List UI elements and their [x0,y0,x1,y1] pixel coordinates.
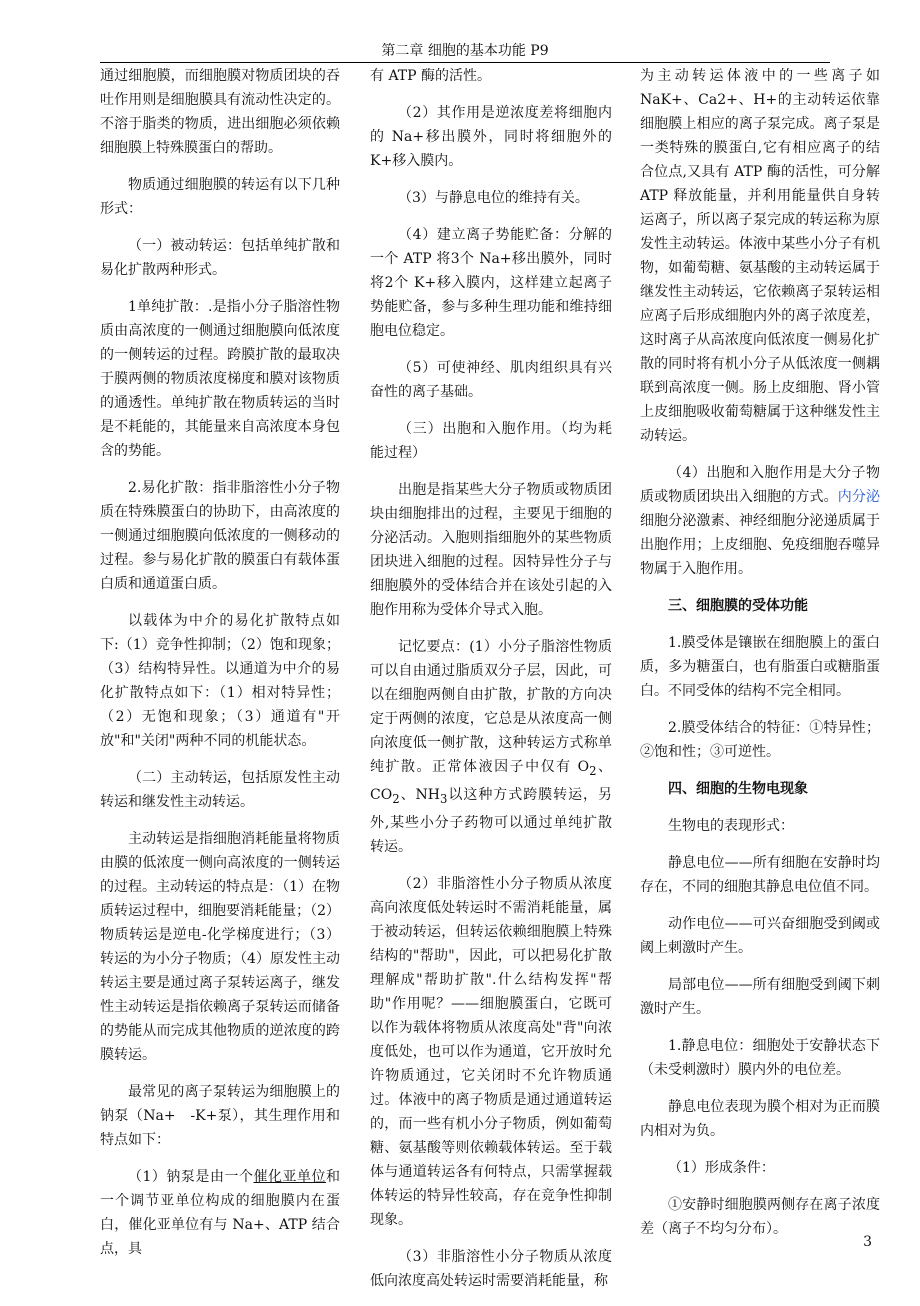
paragraph [100,1165,340,1261]
paragraph: （二）主动转运，包括原发性主动转运和继发性主动转运。 [100,770,340,810]
text-span: 、CO [370,759,612,803]
paragraph: （2）其作用是逆浓度差将细胞内的 Na+移出膜外，同时将细胞外的 K+移入膜内。 [370,105,612,169]
paragraph: 物质通过细胞膜的转运有以下几种形式： [100,177,340,217]
paragraph: （1）形成条件： [668,1160,775,1176]
page-number: 3 [863,1234,872,1250]
paragraph: 有 ATP 酶的活性。 [370,68,492,84]
column-middle [370,64,612,1306]
paragraph: （一）被动转运：包括单纯扩散和易化扩散两种形式。 [100,238,340,278]
paragraph: 1单纯扩散：.是指小分子脂溶性物质由高浓度的一侧通过细胞膜向低浓度的一侧转运的过程。跨膜扩散的最取决于膜两侧的物质浓度梯度和膜对该物质的通透性。单纯扩散在物质转运的当时是不耗能的，其能量来自高浓度本身包含的势能。 [100,299,340,459]
paragraph: 最常见的离子泵转运为细胞膜上的钠泵（Na+ -K+泵），其生理作用和特点如下： [100,1084,340,1148]
text-span: 细胞分泌激素、神经细胞分泌递质属于出胞作用；上皮细胞、免疫细胞吞噬异物属于入胞作用。 [640,513,880,577]
paragraph: （5）可使神经、肌肉组织具有兴奋性的离子基础。 [370,360,612,400]
text-span: （1）钠泵是由一个 [128,1169,254,1185]
paragraph: ①安静时细胞膜两侧存在离子浓度差（离子不均匀分布）。 [640,1197,880,1237]
text-span: 以这种方式跨膜转运，另外,某些小分子药物可以通过单纯扩散转运。 [370,786,613,855]
text-span: 和一个调节亚单位构成的细胞膜内在蛋白，催化亚单位有与 Na+、ATP 结合点，具 [100,1169,340,1257]
paragraph: 局部电位——所有细胞受到阈下刺激时产生。 [640,977,880,1017]
paragraph [370,635,612,859]
paragraph: 静息电位——所有细胞在安静时均存在，不同的细胞其静息电位值不同。 [640,855,880,895]
paragraph: 动作电位——可兴奋细胞受到阈或阈上刺激时产生。 [640,916,880,956]
underlined-term: 催化亚单位 [253,1169,326,1185]
section-heading: 四、细胞的生物电现象 [668,781,808,797]
paragraph: 以载体为中介的易化扩散特点如下:（1）竞争性抑制；（2）饱和现象；（3）结构特异性。以通道为中介的易化扩散特点如下：（1）相对特异性；（2）无饱和现象；（3）通道有"开放"和"关闭"两种不同的机能状态。 [100,613,340,749]
text-span: 记忆要点：(1）小分子脂溶性物质可以自由通过脂质双分子层，因此，可以在细胞两侧自由扩散，扩散的方向决定于两侧的浓度，它总是从浓度高一侧向浓度低一侧扩散，这种转运方式称单纯扩散。正常体液因子中仅有 O [370,639,612,775]
paragraph: 主动转运是指细胞消耗能量将物质由膜的低浓度一侧向高浓度的一侧转运的过程。主动转运的特点是：（1）在物质转运过程中，细胞要消耗能量；（2）物质转运是逆电-化学梯度进行；（3）转运的为小分子物质；（4）原发性主动转运主要是通过离子泵转运离子，继发性主动转运是指依赖离子泵转运而储备的势能从而完成其他物质的逆浓度的跨膜转运。 [100,831,340,1063]
paragraph [640,461,880,581]
text-span: 、NH [399,786,441,803]
paragraph: 1.静息电位：细胞处于安静状态下（未受刺激时）膜内外的电位差。 [640,1038,880,1078]
header-divider [100,62,830,63]
paragraph: （3）非脂溶性小分子物质从浓度低向浓度高处转运时需要消耗能量，称 [370,1248,612,1289]
paragraph: （3）与静息电位的维持有关。 [398,190,589,206]
paragraph: 为主动转运体液中的一些离子如 NaK+、Ca2+、H+的主动转运依靠细胞膜上相应的离子泵完成。离子泵是一类特殊的膜蛋白,它有相应离子的结合位点,又具有 ATP 酶的活性，可分解 ATP 释放能量，并利用能量供自身转运离子，所以离子泵完成的转运称为原发性主动转运。体液中某些小分子有机物，如葡萄糖、氨基酸的主动转运属于继发性主动转运，它依赖离子泵转运相应离子后形成细胞内外的离子浓度差，这时离子从高浓度向低浓度一侧易化扩散的同时将有机小分子从低浓度一侧耦联到高浓度一侧。肠上皮细胞、肾小管上皮细胞吸收葡萄糖属于这种继发性主动转运。 [640,68,880,444]
column-right [640,64,880,1254]
endocrine-link[interactable]: 内分泌 [837,489,880,505]
text-span: （4）出胞和入胞作用是大分子物质或物质团块出入细胞的方式。 [640,465,880,505]
paragraph: 生物电的表现形式： [668,818,794,834]
paragraph: （2）非脂溶性小分子物质从浓度高向浓度低处转运时不需消耗能量，属于被动转运，但转运依赖细胞膜上特殊结构的"帮助"，因此，可以把易化扩散理解成"帮助扩散".什么结构发挥"帮助"作用呢？——细胞膜蛋白，它既可以作为载体将物质从浓度高处"背"向浓度低处，也可以作为通道，它开放时允许物质通过，它关闭时不允许物质通过。体液中的离子物质是通过通道转运的，而一些有机小分子物质，例如葡萄糖、氨基酸等则依赖载体转运。至于载体与通道转运各有何特点，只需掌握载体转运的特异性较高，存在竞争性抑制现象。 [370,875,612,1228]
paragraph: 出胞是指某些大分子物质或物质团块由细胞排出的过程，主要见于细胞的分泌活动。入胞则指细胞外的某些物质团块进入细胞的过程。因特异性分子与细胞膜外的受体结合并在该处引起的入胞作用称为受体介导式入胞。 [370,482,612,618]
section-heading: 三、细胞膜的受体功能 [668,598,808,614]
subscript: 2 [392,791,400,806]
paragraph: 通过细胞膜，而细胞膜对物质团块的吞吐作用则是细胞膜具有流动性决定的。不溶于脂类的物质，进出细胞必须依赖细胞膜上特殊膜蛋白的帮助。 [100,68,340,156]
subscript: 3 [440,791,448,806]
paragraph: （4）建立离子势能贮备：分解的一个 ATP 将3个 Na+移出膜外，同时将2个 K+移入膜内，这样建立起离子势能贮备，参与多种生理功能和维持细胞电位稳定。 [370,227,612,339]
paragraph: 2.膜受体结合的特征：①特异性；②饱和性；③可逆性。 [640,720,880,760]
column-left [100,64,340,1274]
paragraph: 静息电位表现为膜个相对为正而膜内相对为负。 [640,1099,880,1139]
paragraph: 1.膜受体是镶嵌在细胞膜上的蛋白质，多为糖蛋白，也有脂蛋白或糖脂蛋白。不同受体的结构不完全相同。 [640,635,880,699]
page-header: 第二章 细胞的基本功能 P9 [381,43,549,59]
paragraph: （三）出胞和入胞作用。（均为耗能过程） [370,421,612,461]
subscript: 2 [589,763,597,778]
paragraph: 2.易化扩散：指非脂溶性小分子物质在特殊膜蛋白的协助下，由高浓度的一侧通过细胞膜向低浓度的一侧移动的过程。参与易化扩散的膜蛋白有载体蛋白质和通道蛋白质。 [100,480,340,592]
